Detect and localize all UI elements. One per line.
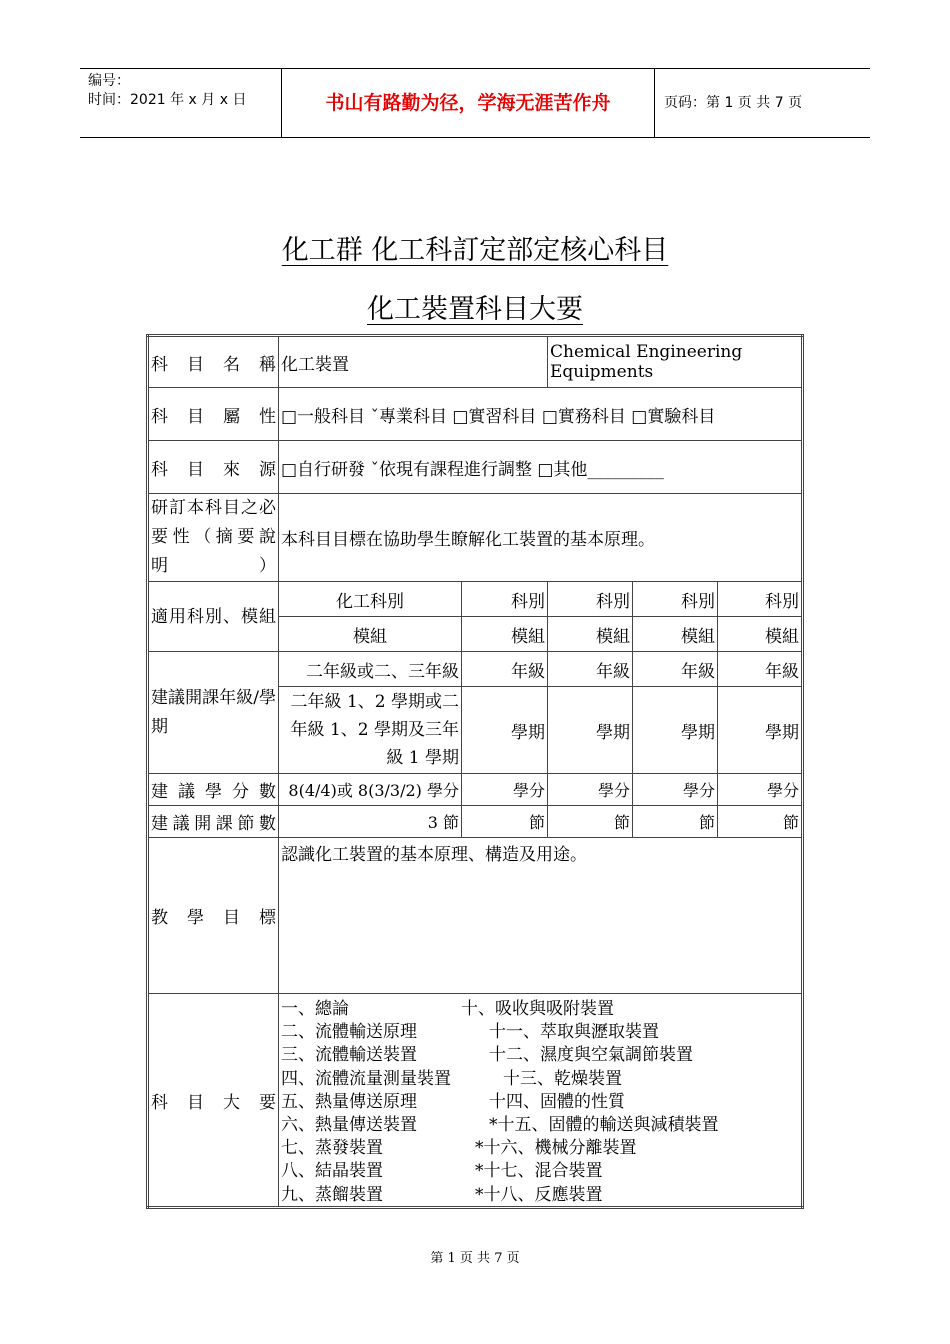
grade-cell: 二年級或二、三年級: [279, 652, 462, 687]
outline-item: 七、蒸發裝置: [281, 1138, 383, 1159]
credits-cell: 8(4/4)或 8(3/3/2) 學分: [279, 774, 462, 806]
header-date-label: 时间：2021 年 x 月 x 日: [88, 92, 247, 108]
dept-cell: 化工科別: [279, 582, 462, 617]
outline-item: 五、熱量傳送原理: [281, 1091, 417, 1112]
document-title-line-1: 化工群 化工科訂定部定核心科目: [281, 235, 669, 266]
header-info: [80, 69, 282, 137]
row-outline: [148, 994, 803, 1208]
row-grade: [148, 652, 803, 687]
dept-cell: 科別: [462, 582, 548, 617]
hours-cell: 節: [548, 806, 633, 838]
semester-cell: 學期: [462, 687, 548, 774]
outline-item: 十三、乾燥裝置: [503, 1068, 622, 1089]
grade-cell: 年級: [548, 652, 633, 687]
grade-cell: 年級: [462, 652, 548, 687]
row-credits: [148, 774, 803, 806]
row-name: [148, 336, 803, 388]
row-attribute: [148, 388, 803, 441]
outline-list: [279, 994, 801, 1206]
credits-cell: 學分: [718, 774, 803, 806]
syllabus-table: [146, 334, 804, 1209]
hours-cell: 節: [718, 806, 803, 838]
outline-item: 八、結晶裝置: [281, 1161, 383, 1182]
label-attribute: 科 目 屬 性: [148, 388, 279, 441]
page-footer: 第 1 页 共 7 页: [430, 1251, 520, 1266]
label-hours: 建議開課節數: [148, 806, 279, 838]
value-attribute: □一般科目 ˇ專業科目 □實習科目 □實務科目 □實驗科目: [279, 388, 803, 441]
row-objective: [148, 838, 803, 994]
outline-item: 四、流體流量測量裝置: [281, 1068, 451, 1089]
outline-item: 十、吸收與吸附裝置: [461, 999, 614, 1019]
label-name: 科 目 名 稱: [148, 336, 279, 388]
outline-item: 一、總論: [281, 999, 349, 1019]
label-outline: 科 目 大 要: [148, 994, 279, 1208]
value-necessity: 本科目目標在協助學生瞭解化工裝置的基本原理。: [279, 494, 803, 582]
outline-item: 二、流體輸送原理: [281, 1022, 417, 1043]
outline-item: 十二、濕度與空氣調節裝置: [489, 1045, 693, 1066]
label-objective: 教 學 目 標: [148, 838, 279, 994]
module-cell: 模組: [718, 617, 803, 652]
row-department: [148, 582, 803, 617]
page-header: [80, 68, 870, 138]
label-grade: 建議開課年級/學 期: [148, 652, 279, 774]
label-applicable: 適用科別、模組: [148, 582, 279, 652]
outline-item: *十六、機械分離裝置: [475, 1138, 637, 1159]
label-source: 科 目 來 源: [148, 441, 279, 494]
label-necessity: 研訂本科目之必要性（摘要說 明 ）: [148, 494, 279, 582]
credits-cell: 學分: [548, 774, 633, 806]
document-title-line-2: 化工裝置科目大要: [367, 294, 583, 325]
module-cell: 模組: [633, 617, 718, 652]
outline-item: 十一、萃取與瀝取裝置: [489, 1022, 659, 1043]
value-objective: 認識化工裝置的基本原理、構造及用途。: [279, 838, 803, 994]
module-cell: 模組: [462, 617, 548, 652]
module-cell: 模組: [548, 617, 633, 652]
value-source: □自行研發 ˇ依現有課程進行調整 □其他_________: [279, 441, 803, 494]
value-name-en: Chemical Engineering Equipments: [548, 336, 803, 388]
semester-cell: 二年級 1、2 學期或二年級 1、2 學期及三年級 1 學期: [279, 687, 462, 774]
value-outline: [279, 994, 803, 1208]
header-page-info: 页码：第 1 页 共 7 页: [664, 95, 803, 111]
outline-item: 九、蒸餾裝置: [281, 1184, 383, 1205]
row-hours: [148, 806, 803, 838]
hours-cell: 3 節: [279, 806, 462, 838]
row-source: [148, 441, 803, 494]
header-number-label: 编号：: [88, 73, 130, 89]
header-motto: 书山有路勤为径，学海无涯苦作舟: [282, 69, 655, 137]
grade-cell: 年級: [633, 652, 718, 687]
value-name-cn: 化工裝置: [279, 336, 548, 388]
semester-cell: 學期: [633, 687, 718, 774]
outline-item: *十八、反應裝置: [475, 1184, 603, 1205]
label-credits: 建 議 學 分 數: [148, 774, 279, 806]
grade-cell: 年級: [718, 652, 803, 687]
semester-cell: 學期: [718, 687, 803, 774]
semester-cell: 學期: [548, 687, 633, 774]
credits-cell: 學分: [462, 774, 548, 806]
hours-cell: 節: [633, 806, 718, 838]
outline-item: *十七、混合裝置: [475, 1161, 603, 1182]
credits-cell: 學分: [633, 774, 718, 806]
dept-cell: 科別: [633, 582, 718, 617]
hours-cell: 節: [462, 806, 548, 838]
outline-item: 三、流體輸送裝置: [281, 1045, 417, 1066]
dept-cell: 科別: [718, 582, 803, 617]
outline-item: 十四、固體的性質: [489, 1091, 625, 1112]
row-necessity: [148, 494, 803, 582]
outline-item: 六、熱量傳送裝置: [281, 1115, 417, 1135]
dept-cell: 科別: [548, 582, 633, 617]
module-cell: 模組: [279, 617, 462, 652]
outline-item: *十五、固體的輸送與減積裝置: [489, 1115, 719, 1135]
